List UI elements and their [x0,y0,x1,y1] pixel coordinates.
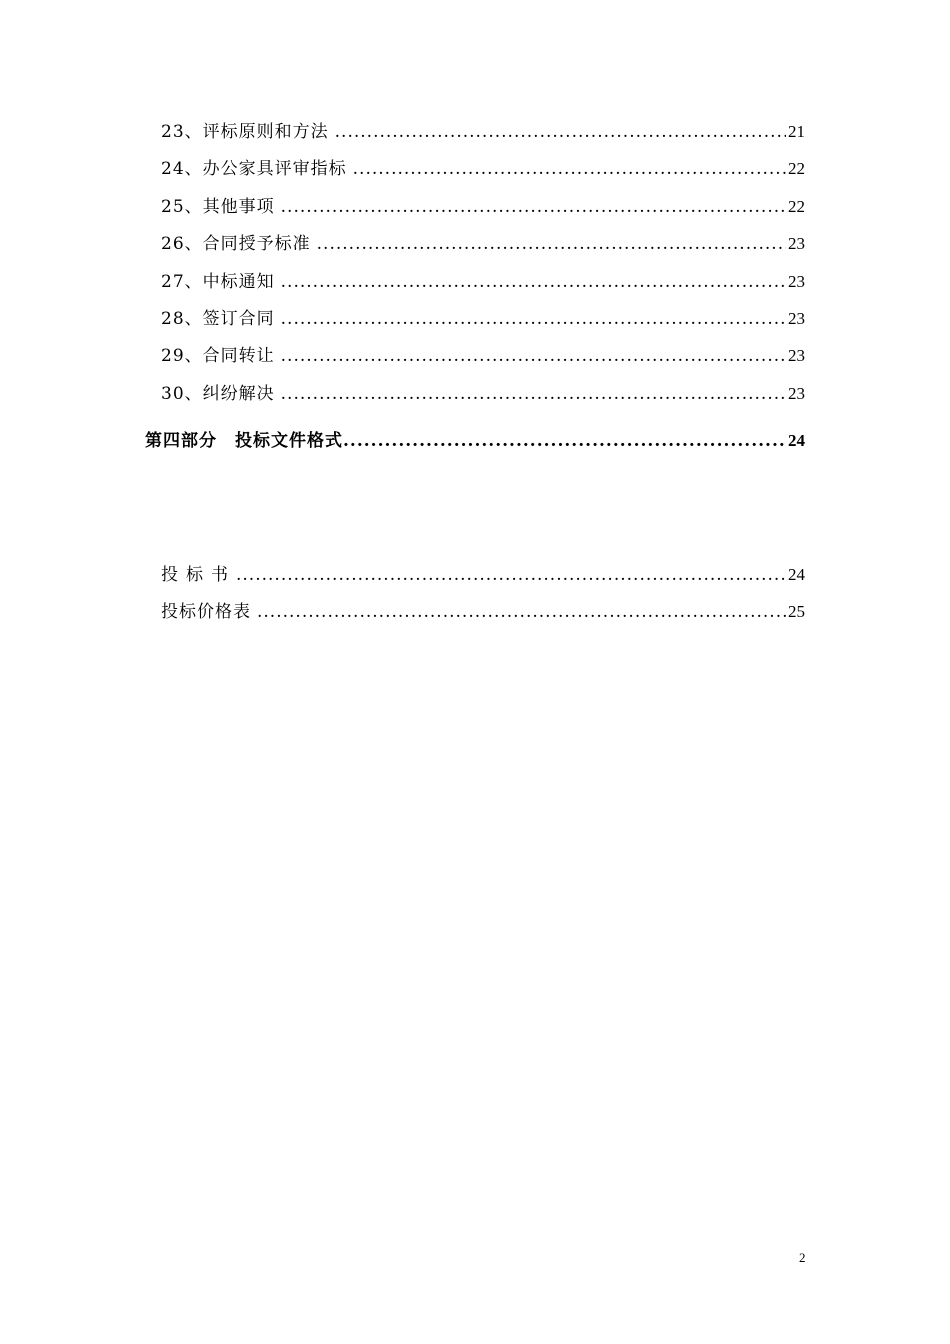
toc-leader-dots [343,430,786,452]
toc-sub-entry-page: 24 [788,565,805,584]
toc-leader-dots [257,601,786,623]
toc-entry-label: 26、合同授予标准 [161,234,311,254]
toc-entry-label: 24、办公家具评审指标 [161,159,347,179]
toc-entry-label: 29、合同转让 [161,346,275,366]
toc-part-entry[interactable] [145,430,805,452]
toc-sub-entry-page: 25 [788,602,805,621]
toc-leader-dots [281,345,786,367]
toc-leader-dots [236,564,786,586]
toc-entry[interactable] [161,233,805,255]
toc-entry-page: 23 [788,384,805,403]
toc-entry-page: 23 [788,272,805,291]
toc-entry[interactable] [161,196,805,218]
toc-leader-dots [281,383,786,405]
toc-entry[interactable] [161,308,805,330]
toc-entry-label: 27、中标通知 [161,272,275,292]
toc-entry-page: 23 [788,234,805,253]
toc-entry-page: 22 [788,197,805,216]
toc-entry-page: 23 [788,346,805,365]
toc-entry-label: 30、纠纷解决 [161,384,275,404]
toc-entry[interactable] [161,271,805,293]
toc-sub-entry[interactable] [161,564,805,586]
toc-leader-dots [281,271,786,293]
toc-leader-dots [317,233,786,255]
toc-leader-dots [281,196,786,218]
toc-sub-entry-label: 投标价格表 [161,602,251,622]
toc-entry[interactable] [161,158,805,180]
toc-leader-dots [353,158,786,180]
toc-part-page: 24 [788,431,805,450]
toc-entry-label: 23、评标原则和方法 [161,122,329,142]
toc-entry-page: 23 [788,309,805,328]
toc-entry[interactable] [161,121,805,143]
toc-sub-entry[interactable] [161,601,805,623]
toc-entry-label: 28、签订合同 [161,309,275,329]
toc-leader-dots [335,121,786,143]
toc-leader-dots [281,308,786,330]
toc-entry-label: 25、其他事项 [161,197,275,217]
toc-entry[interactable] [161,383,805,405]
toc-entry[interactable] [161,345,805,367]
toc-part-label: 第四部分 投标文件格式 [145,431,343,451]
page-number: 2 [799,1250,806,1265]
toc-entry-page: 21 [788,122,805,141]
toc-sub-entry-label: 投标书 [161,565,236,585]
toc-entry-page: 22 [788,159,805,178]
